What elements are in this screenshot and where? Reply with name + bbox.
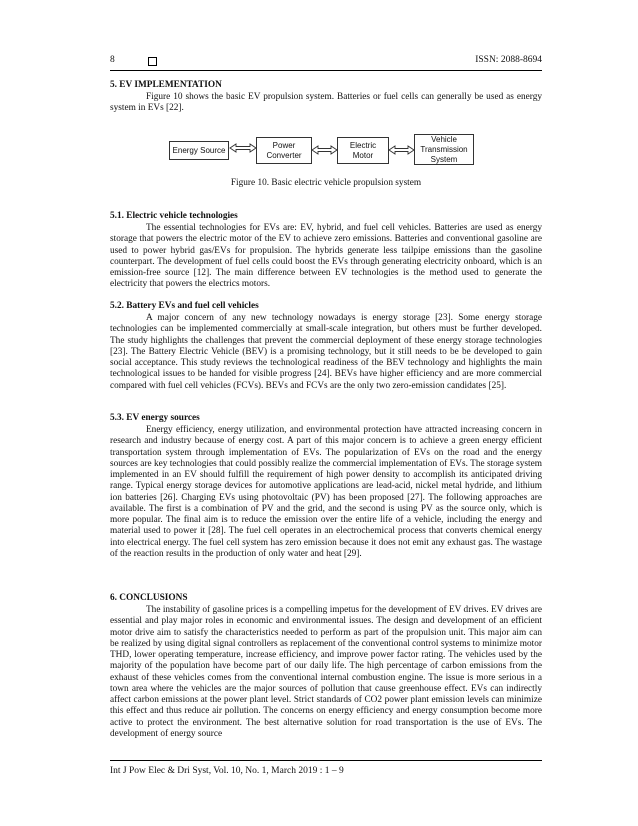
- footer-rule: [110, 760, 542, 761]
- issn: ISSN: 2088-8694: [475, 55, 542, 65]
- paragraph: A major concern of any new technology nowadays is energy storage [23]. Some energy storage technologies can be implemented commercially at small-scale integration, but others must be further developed. The study highlights the challenges that prevent the commercial deployment of these energy storage technologies [23]. The Battery Electric Vehicle (BEV) is a promising technology, but it still needs to be be developed to gain social acceptance. This study reviews the technological readiness of the BEV technology and highlights the main technological issues to be handed for visible progress [24]. BEVs have higher efficiency and are more commercial compared with fuel cell vehicles (FCVs). BEVs and FCVs are the only two zero-emission candidates [25].: [110, 313, 542, 391]
- diagram-arrows: [0, 0, 638, 200]
- footer-citation: Int J Pow Elec & Dri Syst, Vol. 10, No. 1, March 2019 : 1 – 9: [110, 766, 344, 776]
- section-heading: 5. EV IMPLEMENTATION: [110, 80, 222, 90]
- double-arrow-2: [312, 146, 337, 154]
- figure-caption: Figure 10. Basic electric vehicle propulsion system: [230, 178, 422, 188]
- double-arrow-3: [389, 146, 414, 154]
- paragraph: The instability of gasoline prices is a compelling impetus for the development of EV drives. EV drives are essential and play major roles in economic and environmental issues. The design and development of an efficient motor drive aim to satisfy the characteristics needed to perform as part of the propulsion unit. This major aim can be realized by using digital signal controllers as replacement of the conventional control systems to minimize motor THD, lower operating temperature, increase efficiency, and improve power factor rating. The vehicles used by the majority of the population have become part of our daily life. The high percentage of carbon emissions from the exhaust of these vehicles comes from the conventional internal combustion engine. The issue is more serious in a town area where the vehicles are the major sources of pollution that cause greenhouse effect. EVs can indirectly affect carbon emissions at the power plant level. Strict standards of CO2 power plant emission levels can minimize this effect and thus reduce air pollution. The concerns on energy efficiency and energy consumption become more active to protect the environment. The best alternative solution for road transportation is the use of EVs. The development of energy source: [110, 605, 542, 739]
- double-arrow-1: [230, 144, 256, 152]
- box-energy-source: Energy Source: [169, 141, 229, 160]
- box-electric-motor: Electric Motor: [337, 137, 389, 164]
- box-vehicle-transmission: Vehicle Transmission System: [414, 134, 474, 165]
- paragraph: Energy efficiency, energy utilization, and environmental protection have attracted increasing concern in research and industry because of energy cost. A part of this major concern is to achieve a green energy efficient transportation system through implementation of EVs. The popularization of EVs on the road and the energy sources are key technologies that could possibly realize the commercial implementation of EVs. The storage system implemented in an EV should fulfill the requirement of high power density to accomplish its anticipated driving range. Typical energy storage devices for automotive applications are lead-acid, nickel metal hydride, and lithium ion batteries [26]. Charging EVs using photovoltaic (PV) has been proposed [27]. The following approaches are available. The first is a combination of PV and the grid, and the second is using PV as the source only, which is more popular. The final aim is to reduce the emission over the entire life of a vehicle, including the energy and material used to power it [28]. The fuel cell operates in an electrochemical process that converts chemical energy into electrical energy. The fuel cell system has zero emission because it does not emit any exhaust gas. The wastage of the reaction results in the production of only water and heat [29].: [110, 425, 542, 559]
- box-power-converter: Power Converter: [256, 137, 312, 164]
- subsection-heading: 5.3. EV energy sources: [110, 413, 200, 423]
- paragraph: Figure 10 shows the basic EV propulsion system. Batteries or fuel cells can generally be used as energy system in EVs [22].: [110, 92, 542, 114]
- paragraph: The essential technologies for EVs are: EV, hybrid, and fuel cell vehicles. Batteries are used as energy storage that powers the electric motor of the EV to achieve zero emissions. Batteries and conventional gasoline are used to power hybrid gas/EVs for propulsion. The hybrids generate less tailpipe emissions than the gasoline counterpart. The development of fuel cells could boost the EVs through generating electricity onboard, which is an emission-free source [12]. The main difference between EV technologies is the method used to generate the electricity that powers the electrics motors.: [110, 223, 542, 290]
- subsection-heading: 5.1. Electric vehicle technologies: [110, 211, 238, 221]
- page-number: 8: [110, 55, 115, 65]
- subsection-heading: 5.2. Battery EVs and fuel cell vehicles: [110, 301, 259, 311]
- section-heading: 6. CONCLUSIONS: [110, 593, 188, 603]
